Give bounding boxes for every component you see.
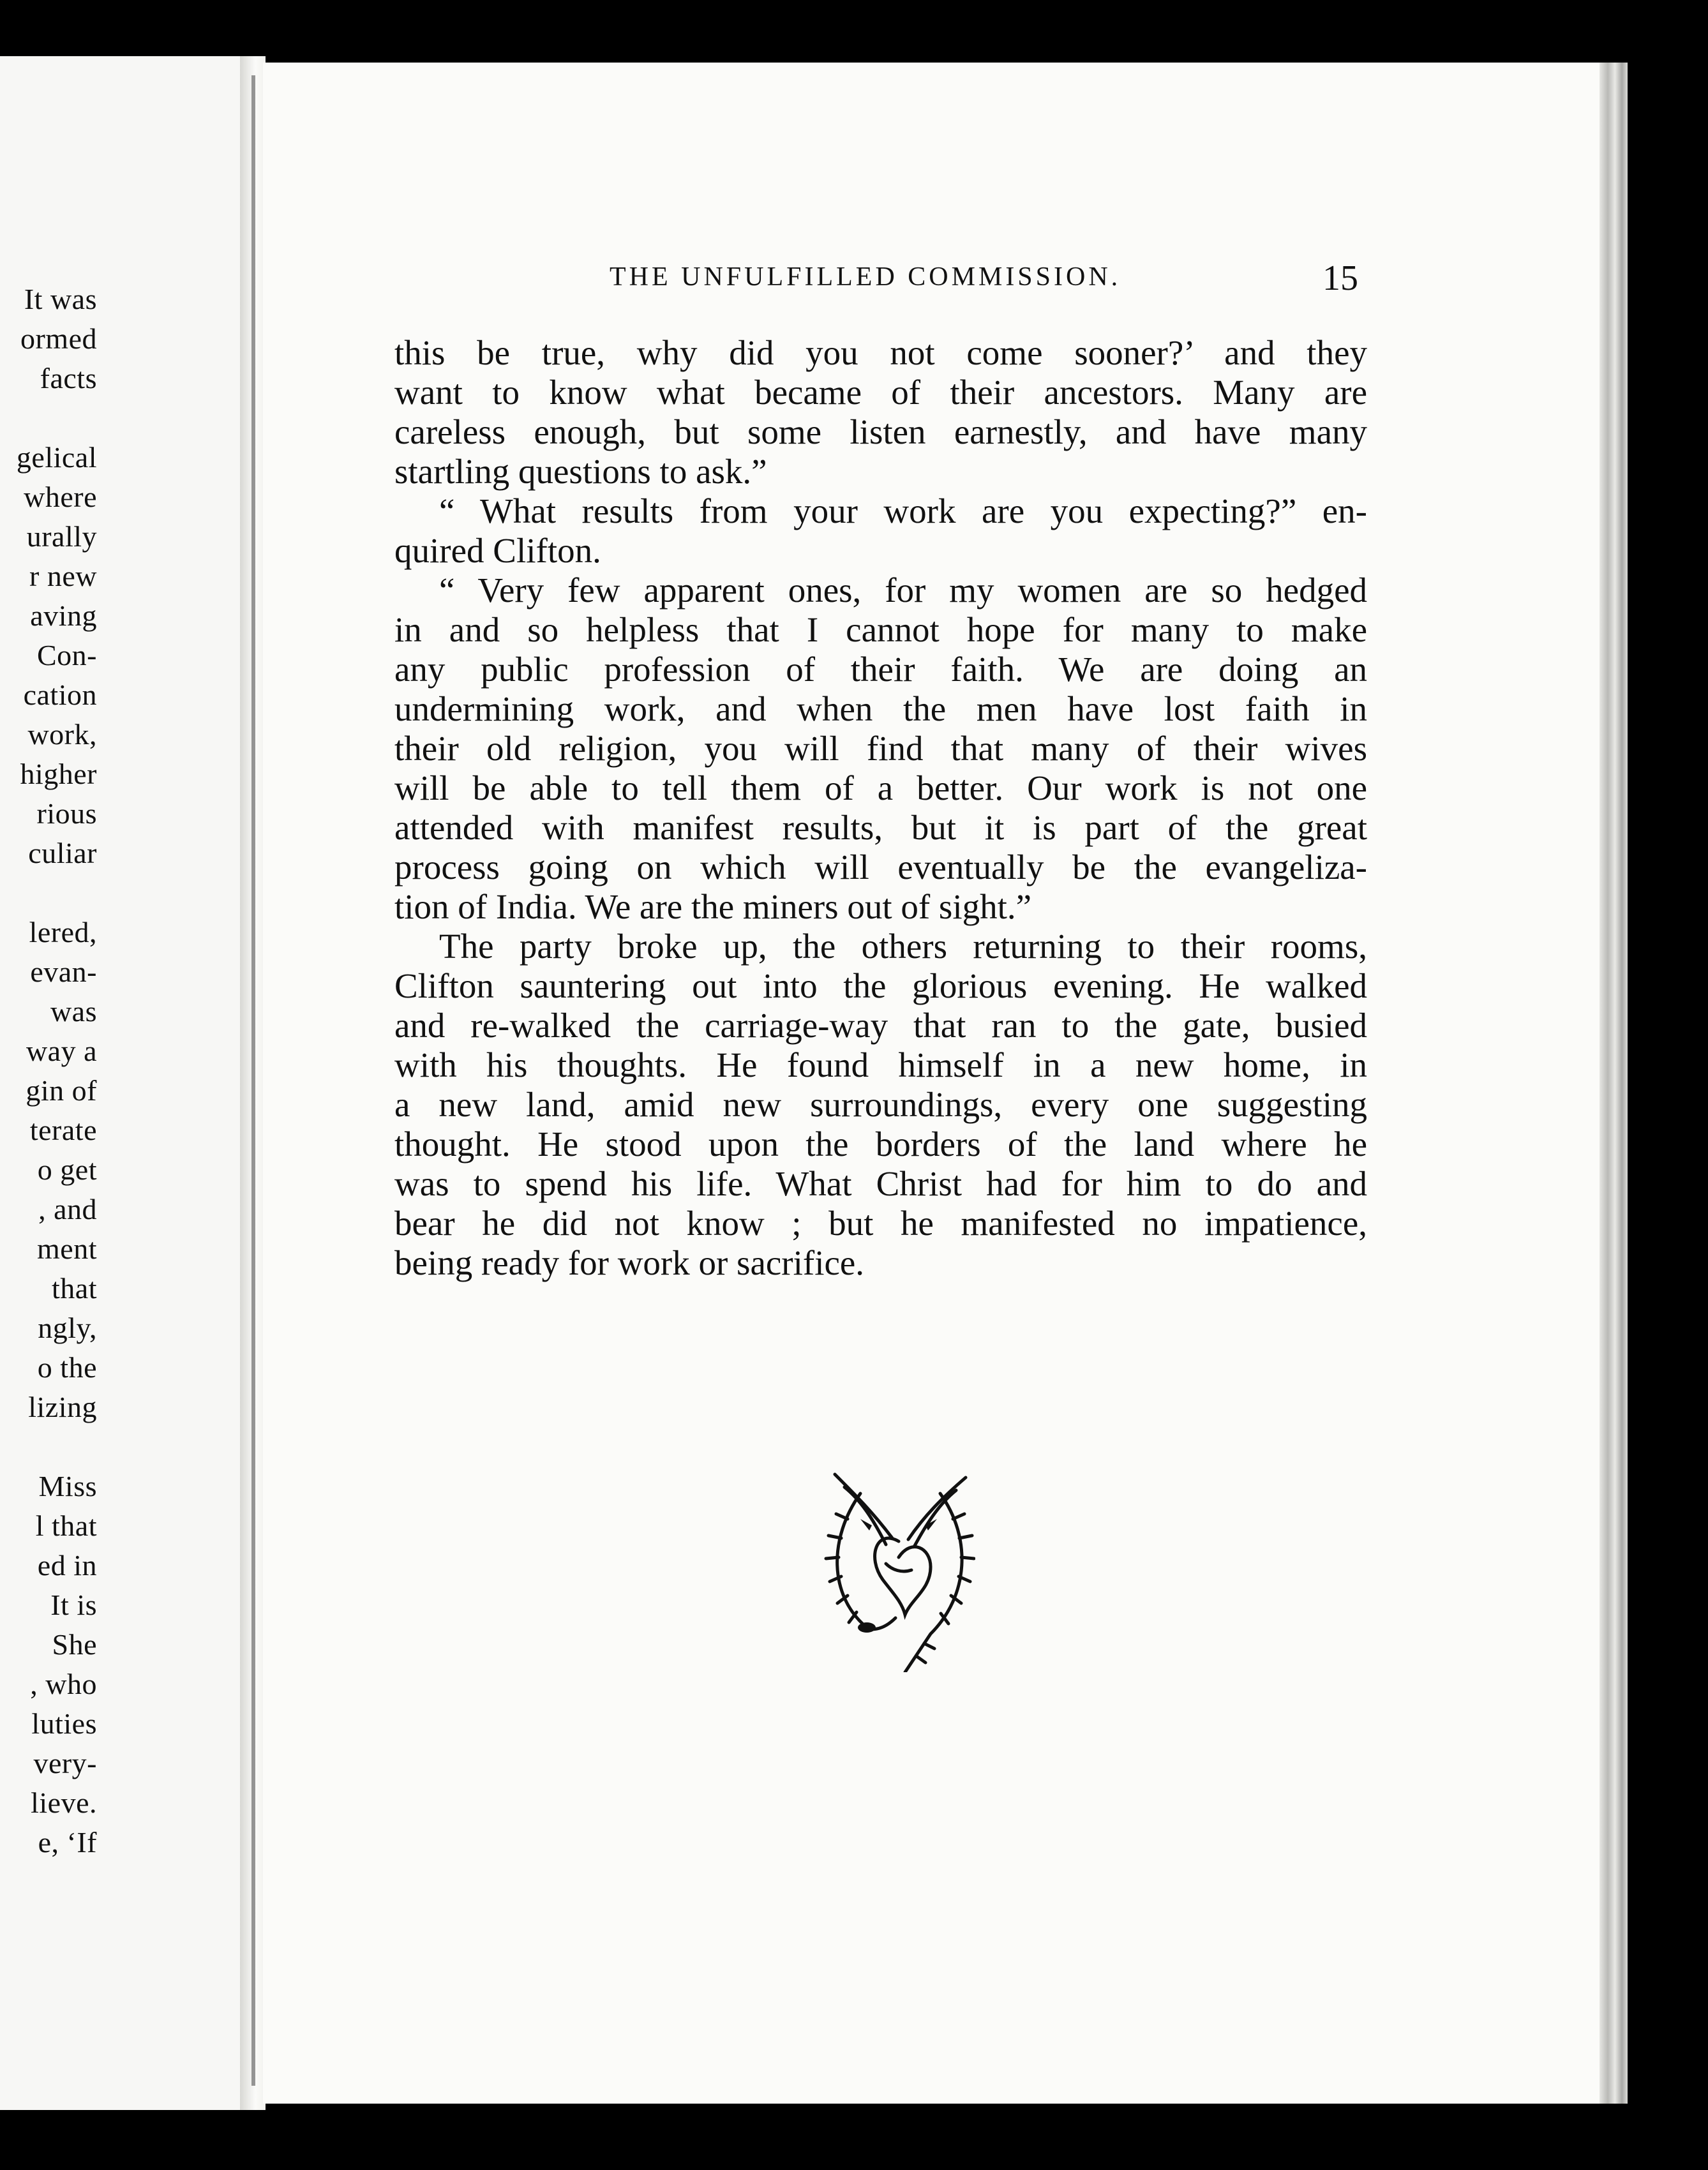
left-fragment: work, — [27, 718, 97, 751]
text-line: a new land, amid new surroundings, every one suggesting — [394, 1085, 1367, 1124]
left-fragment: way a — [26, 1035, 97, 1067]
left-fragment: facts — [40, 362, 97, 394]
text-line: want to know what became of their ancestors. Many are — [394, 373, 1367, 412]
text-line: Clifton sauntering out into the glorious evening. He walked — [394, 966, 1367, 1005]
text-line: will be able to tell them of a better. Our work is not one — [394, 768, 1367, 807]
text-line: careless enough, but some listen earnestly, and have many — [394, 412, 1367, 451]
text-line: “ Very few apparent ones, for my women are so hedged — [439, 571, 1367, 610]
text-line: with his thoughts. He found himself in a new home, in — [394, 1045, 1367, 1084]
left-fragment: that — [52, 1272, 97, 1305]
text-line: attended with manifest results, but it is part of the great — [394, 808, 1367, 847]
text-line: quired Clifton. — [394, 531, 601, 570]
left-fragment: o the — [37, 1351, 97, 1384]
text-line: any public profession of their faith. We are doing an — [394, 650, 1367, 689]
text-line: tion of India. We are the miners out of sight.” — [394, 887, 1032, 926]
left-fragment: o get — [37, 1153, 97, 1186]
text-line: “ What results from your work are you expecting?” en- — [439, 491, 1367, 530]
text-line: was to spend his life. What Christ had for him to do and — [394, 1164, 1367, 1203]
text-line: bear he did not know ; but he manifested no impatience, — [394, 1204, 1367, 1243]
left-fragment: Con- — [37, 639, 97, 671]
left-fragment: urally — [26, 520, 97, 553]
left-fragment: very- — [33, 1747, 97, 1779]
text-line: startling questions to ask.” — [394, 452, 767, 491]
left-fragment: ormed — [20, 322, 97, 355]
left-fragment: cation — [23, 678, 97, 711]
text-line: The party broke up, the others returning to their rooms, — [439, 927, 1367, 966]
left-fragment: It was — [24, 283, 97, 315]
running-head: THE UNFULFILLED COMMISSION. — [610, 262, 1121, 292]
left-fragment: ed in — [37, 1549, 97, 1582]
left-fragment: , and — [38, 1193, 97, 1225]
text-line: being ready for work or sacrifice. — [394, 1243, 865, 1282]
left-fragment: culiar — [28, 837, 97, 869]
book-gutter — [240, 56, 266, 2110]
left-fragment: lizing — [28, 1391, 97, 1423]
left-fragment: rious — [36, 797, 97, 830]
left-fragment: r new — [29, 560, 97, 592]
left-fragment: ngly, — [38, 1312, 97, 1344]
page-number: 15 — [1322, 258, 1358, 298]
left-fragment: evan- — [30, 955, 97, 988]
body-text — [394, 333, 1367, 1283]
left-fragment: where — [24, 481, 97, 513]
left-fragment: lered, — [29, 916, 97, 948]
left-fragment: l that — [35, 1509, 97, 1542]
left-fragment: terate — [29, 1114, 97, 1146]
left-fragment: e, ‘If — [38, 1826, 97, 1859]
left-fragment: aving — [30, 599, 97, 632]
dove-wreath-icon — [822, 1468, 975, 1672]
left-fragment: luties — [31, 1707, 97, 1740]
left-fragment: , who — [30, 1668, 97, 1700]
text-line: their old religion, you will find that many of their wives — [394, 729, 1367, 768]
left-fragment: ment — [37, 1232, 97, 1265]
left-fragment: Miss — [38, 1470, 97, 1502]
page-edges — [1599, 63, 1628, 2104]
text-line: thought. He stood upon the borders of the land where he — [394, 1125, 1367, 1164]
text-line: process going on which will eventually be the evangeliza- — [394, 848, 1367, 887]
left-fragment: She — [52, 1628, 97, 1661]
left-fragment: higher — [20, 758, 97, 790]
left-fragment: gelical — [16, 441, 97, 474]
left-fragment: gin of — [26, 1074, 97, 1107]
spine-shadow — [251, 75, 255, 2086]
left-page — [0, 56, 248, 2110]
text-line: this be true, why did you not come sooner?’ and they — [394, 333, 1367, 372]
text-line: and re-walked the carriage-way that ran to the gate, busied — [394, 1006, 1367, 1045]
left-fragment: lieve. — [31, 1786, 97, 1819]
text-line: in and so helpless that I cannot hope for many to make — [394, 610, 1367, 649]
text-line: undermining work, and when the men have lost faith in — [394, 689, 1367, 728]
left-fragment: was — [50, 995, 97, 1028]
left-fragment: It is — [50, 1589, 97, 1621]
